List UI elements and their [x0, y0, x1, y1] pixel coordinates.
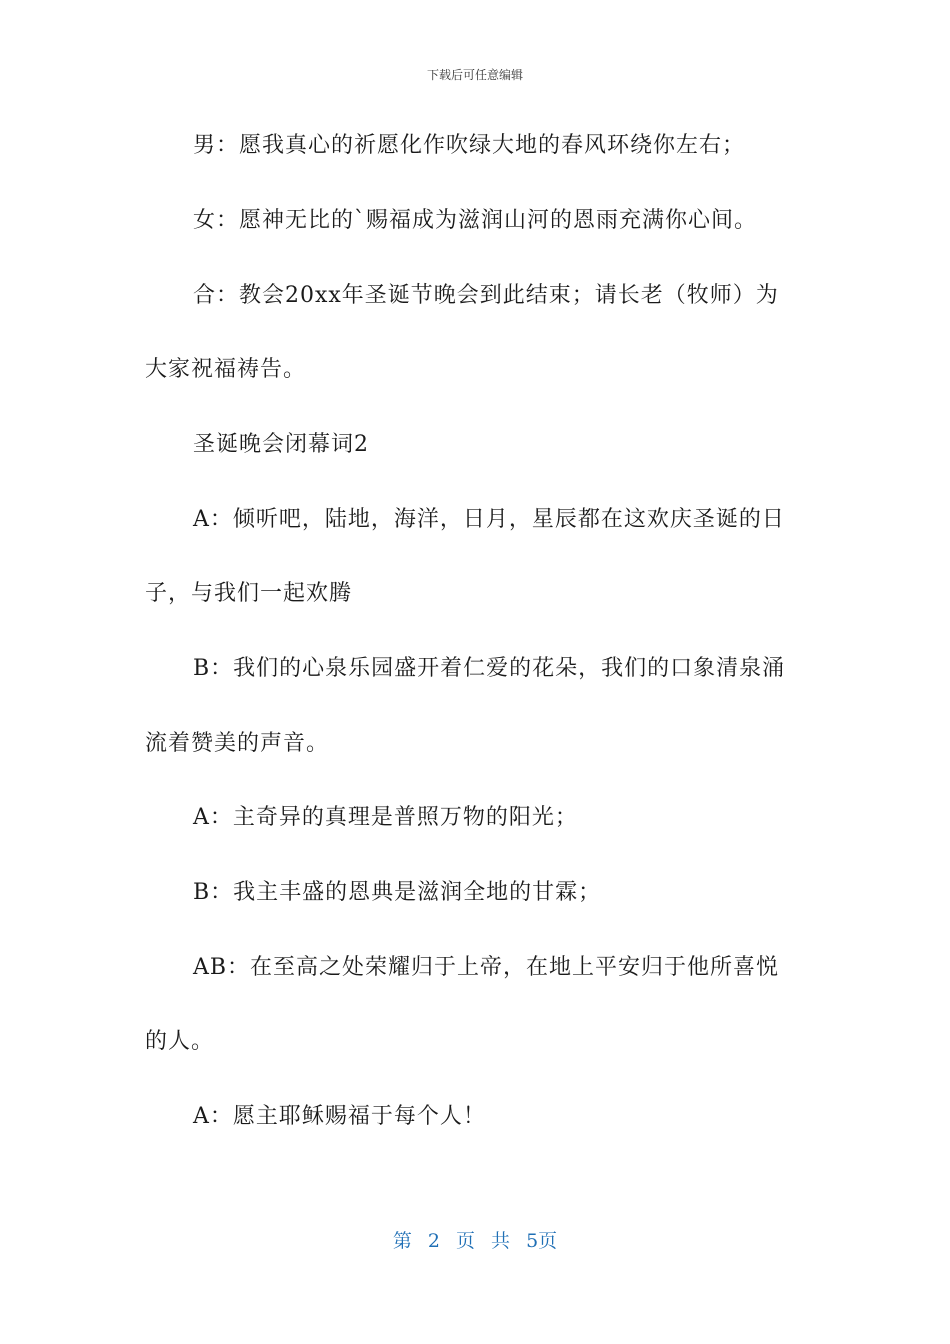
- page-header-note: 下载后可任意编辑: [426, 68, 523, 82]
- paragraph-line: 合：教会20xx年圣诞节晚会到此结束；请长老（牧师）为: [193, 283, 779, 308]
- paragraph-line: 的人。: [145, 1029, 215, 1054]
- paragraph-line: 女：愿神无比的`赐福成为滋润山河的恩雨充满你心间。: [193, 208, 758, 233]
- paragraph-line: 流着赞美的声音。: [145, 731, 330, 756]
- paragraph-line: AB：在至高之处荣耀归于上帝，在地上平安归于他所喜悦: [193, 955, 780, 980]
- paragraph-line: 男：愿我真心的祈愿化作吹绿大地的春风环绕你左右；: [193, 133, 746, 158]
- page-number-footer: 第 2 页 共 5页: [392, 1230, 558, 1252]
- paragraph-line: A：倾听吧，陆地，海洋，日月，星辰都在这欢庆圣诞的日: [193, 507, 785, 532]
- paragraph-line: 子，与我们一起欢腾: [145, 581, 353, 606]
- paragraph-line: A：主奇异的真理是普照万物的阳光；: [193, 805, 578, 830]
- paragraph-line: 大家祝福祷告。: [145, 357, 307, 382]
- paragraph-line: A：愿主耶稣赐福于每个人！: [193, 1104, 486, 1129]
- section-title: 圣诞晚会闭幕词2: [193, 432, 369, 457]
- paragraph-line: B：我主丰盛的恩典是滋润全地的甘霖；: [193, 880, 602, 905]
- paragraph-line: B：我们的心泉乐园盛开着仁爱的花朵，我们的口象清泉涌: [193, 656, 786, 681]
